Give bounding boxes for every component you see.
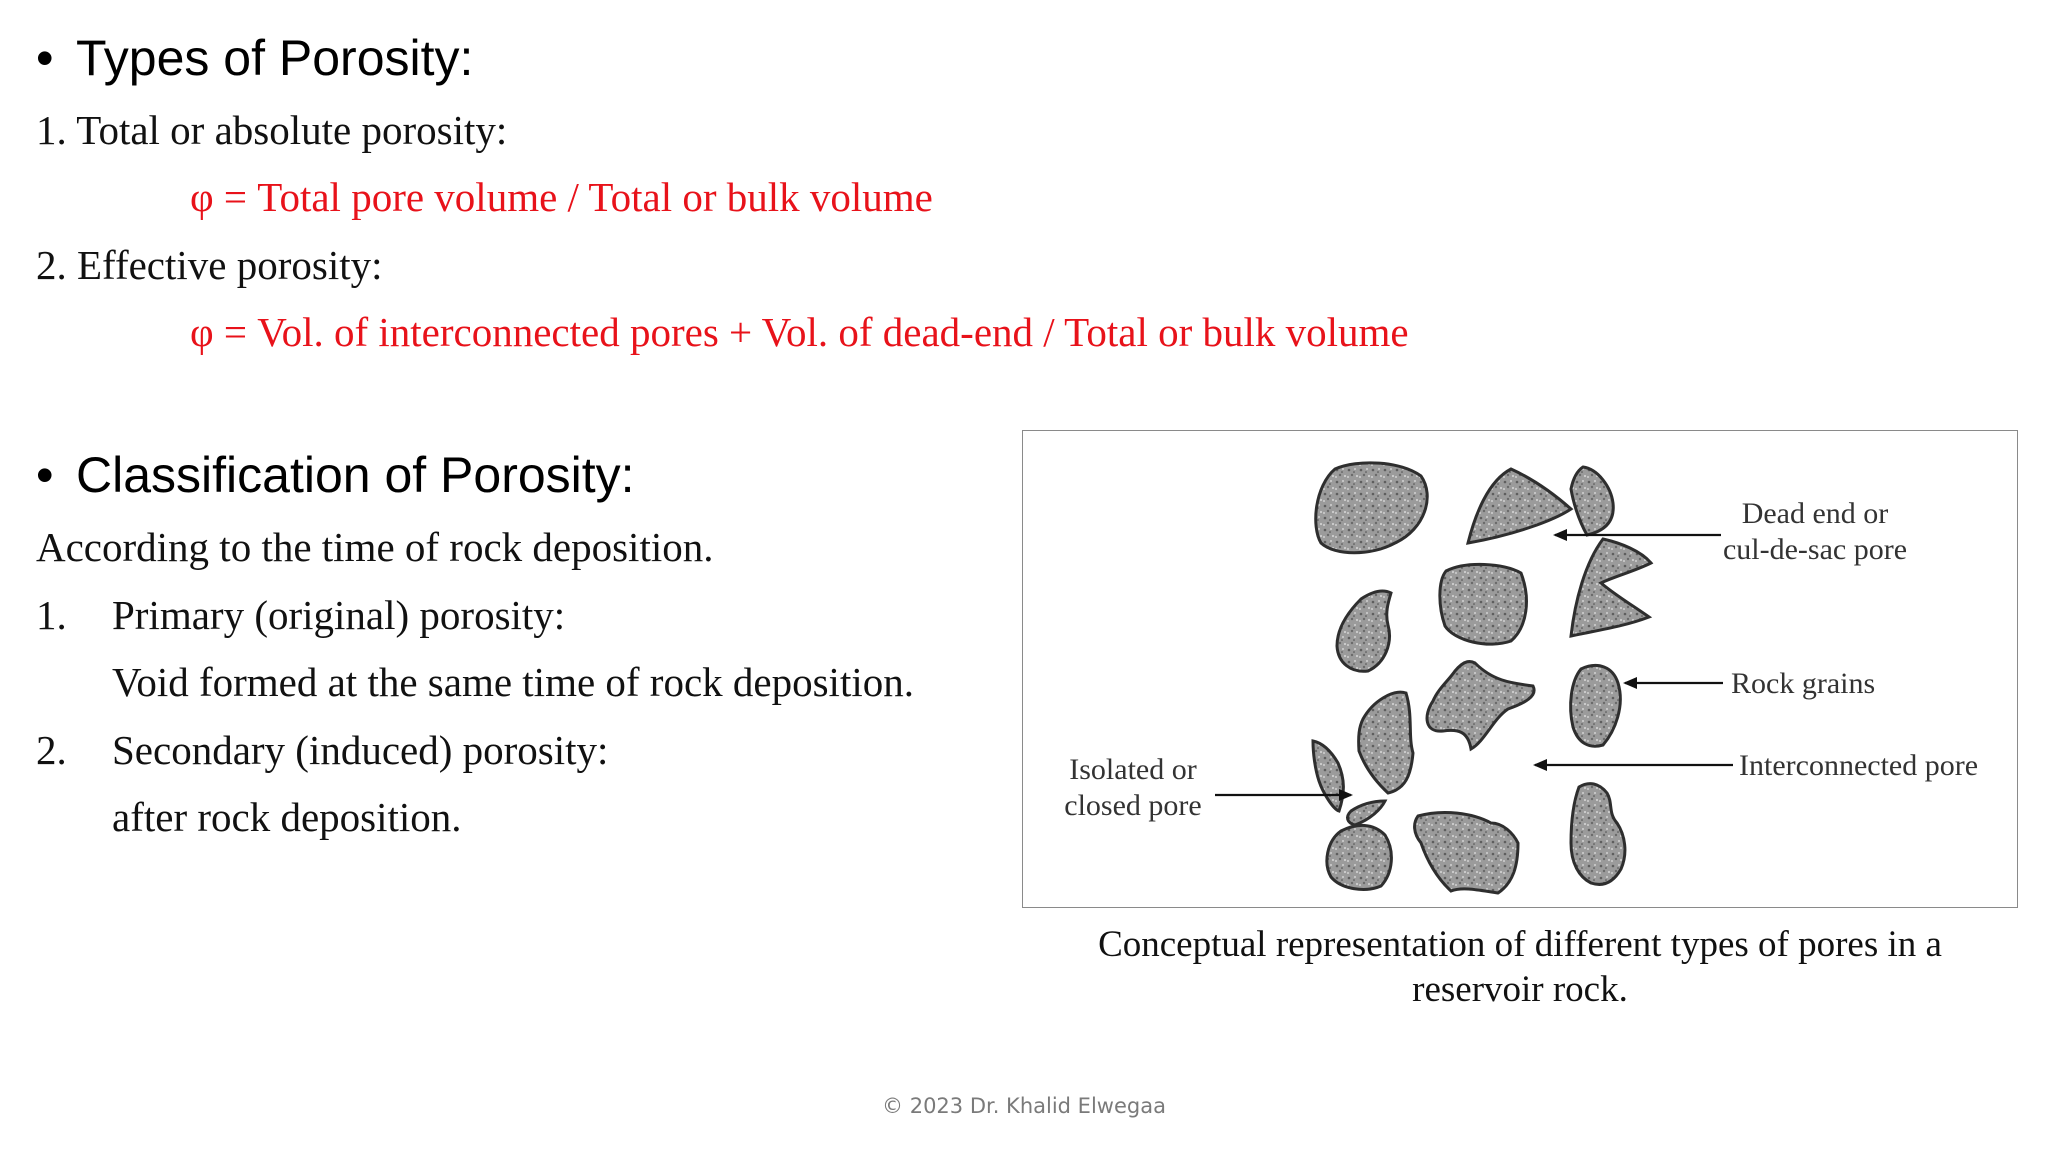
rock-grain (1327, 825, 1391, 889)
bullet-marker: • (36, 30, 54, 86)
secondary-porosity-item (36, 727, 609, 773)
primary-porosity-description: Void formed at the same time of rock deposition. (112, 659, 914, 705)
isolated-pore-label-line1: Isolated or (1069, 753, 1197, 786)
dead-end-pore-label-line2: cul-de-sac pore (1722, 533, 1908, 566)
rock-grain (1348, 801, 1385, 825)
list-number: 1. (36, 592, 67, 638)
copyright-footer: © 2023 Dr. Khalid Elwegaa (882, 1094, 1166, 1118)
classification-of-porosity-heading (36, 447, 635, 503)
effective-porosity-label: 2. Effective porosity: (36, 242, 383, 288)
dead-end-pore-label-line1: Dead end or (1741, 497, 1889, 530)
rock-grains (1313, 463, 1651, 893)
rock-grain (1440, 564, 1527, 644)
rock-grain (1468, 469, 1571, 543)
rock-grain (1571, 539, 1651, 636)
pore-types-diagram (1023, 431, 2019, 909)
heading-text: Types of Porosity: (76, 30, 474, 86)
figure-caption-line2: reservoir rock. (1412, 969, 1628, 1010)
rock-grain (1337, 591, 1391, 671)
list-number: 2. (36, 727, 67, 773)
effective-porosity-formula: φ = Vol. of interconnected pores + Vol. of dead-end / Total or bulk volume (190, 309, 1409, 355)
isolated-pore-label-line2: closed pore (1064, 789, 1202, 822)
rock-grain (1571, 784, 1625, 885)
rock-grain (1571, 467, 1613, 535)
interconnected-pore-label: Interconnected pore (1739, 749, 1979, 782)
rock-grains-label: Rock grains (1731, 667, 1876, 700)
rock-grain (1313, 741, 1343, 811)
pore-types-figure (1022, 430, 2018, 908)
heading-text: Classification of Porosity: (76, 447, 635, 503)
classification-intro: According to the time of rock deposition. (36, 524, 714, 570)
secondary-porosity-label: Secondary (induced) porosity: (112, 727, 609, 773)
secondary-porosity-description: after rock deposition. (112, 794, 462, 840)
rock-grain (1359, 692, 1413, 793)
rock-grain (1415, 812, 1518, 893)
total-porosity-formula: φ = Total pore volume / Total or bulk volume (190, 174, 933, 220)
types-of-porosity-heading (36, 30, 474, 86)
total-porosity-label: 1. Total or absolute porosity: (36, 107, 508, 153)
figure-caption-line1: Conceptual representation of different types of pores in a (1098, 924, 1942, 965)
rock-grain (1571, 665, 1621, 746)
primary-porosity-item (36, 592, 566, 638)
rock-grain (1427, 661, 1534, 749)
bullet-marker: • (36, 447, 54, 503)
primary-porosity-label: Primary (original) porosity: (112, 592, 566, 638)
rock-grain (1316, 463, 1427, 553)
